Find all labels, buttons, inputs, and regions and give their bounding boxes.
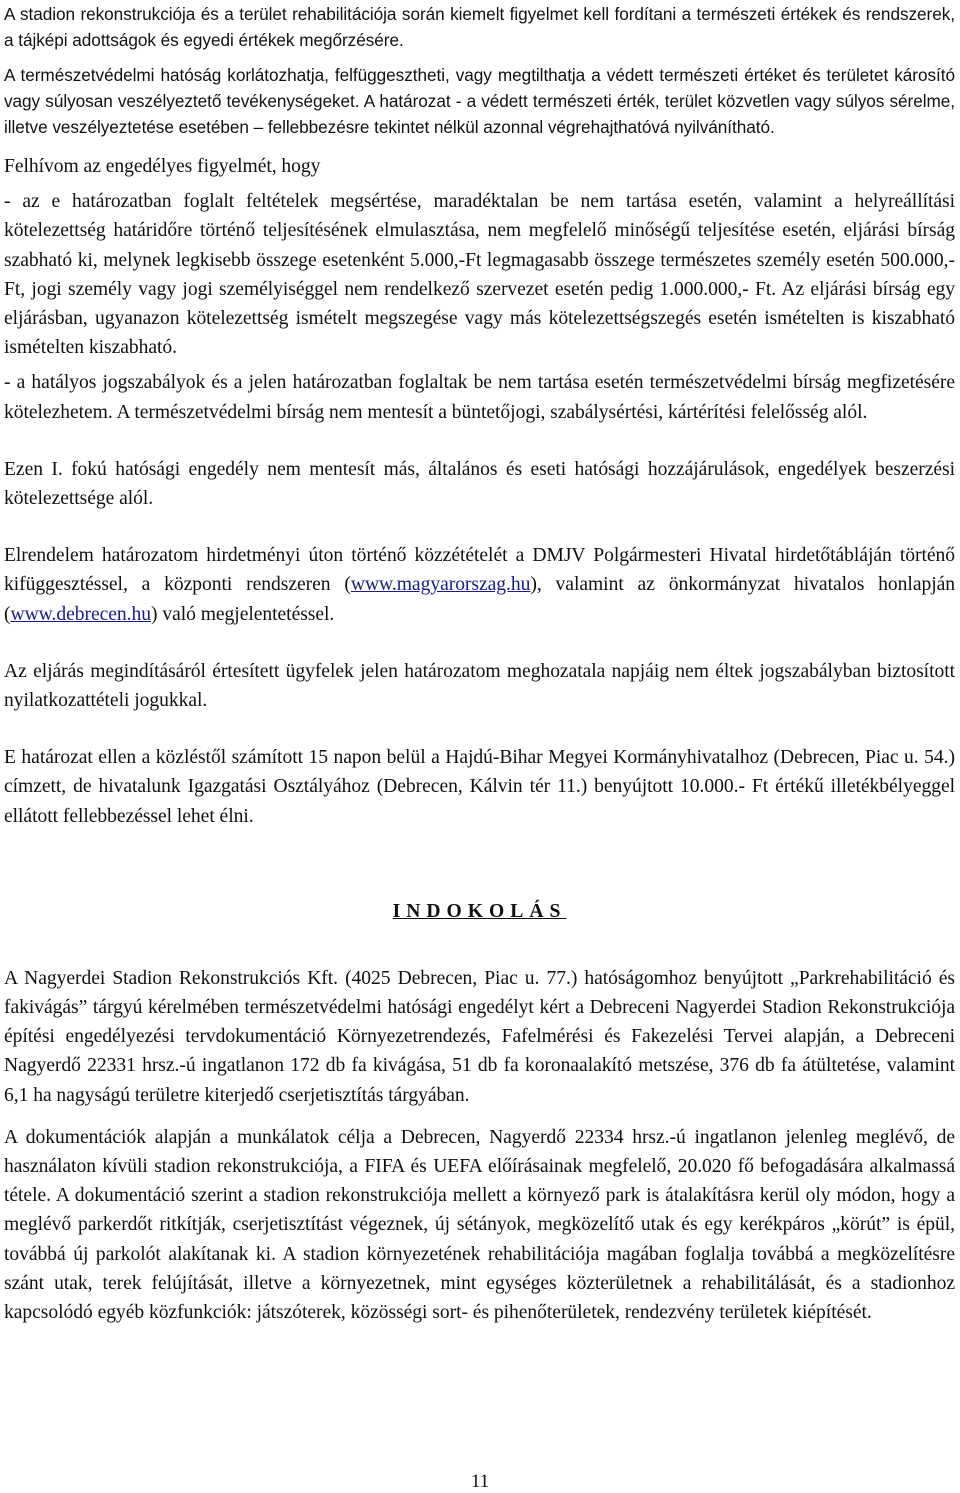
link-debrecen[interactable]: www.debrecen.hu [10, 603, 152, 625]
paragraph-publication [4, 541, 955, 629]
paragraph-appeal: E határozat ellen a közléstől számított 15 napon belül a Hajdú-Bihar Megyei Kormányhivatalhoz (Debrecen, Piac u. 54.) címzett, de hivatalunk Igazgatási Osztályához (Debrecen, Kálvin tér 11.) benyújtott 10.000.- Ft értékű illetékbélyeggel ellátott fellebbezéssel lehet élni. [4, 747, 955, 827]
link-magyarorszag[interactable]: www.magyarorszag.hu [350, 574, 531, 596]
paragraph-request: A Nagyerdei Stadion Rekonstrukciós Kft. (4025 Debrecen, Piac u. 77.) hatóságomhoz benyújtott „Parkrehabilitáció és fakivágás” tárgyú kérelmében természetvédelmi hatósági engedélyt kért a Debreceni Nagyerdei Stadion Rekonstrukciója építési engedélyezési tervdokumentáció Környezetrendezés, Fafelmérési és Fakezelési Tervei alapján, a Debreceni Nagyerdő 22331 hrsz.-ú ingatlanon 172 db fa kivágása, 51 db fa koronaalakító metszése, 376 db fa átültetése, valamint 6,1 ha nagyságú területre kiterjedő cserjetisztítás tárgyában. [4, 967, 955, 1106]
paragraph-authority-restriction [4, 62, 955, 140]
page-number: 11 [470, 1471, 490, 1492]
paragraph-permit-scope: Ezen I. fokú hatósági engedély nem mentesít más, általános és eseti hatósági hozzájárulások, engedélyek beszerzési kötelezettsége alól. [4, 458, 955, 510]
publication-text-after: ) való megjelentetéssel. [151, 603, 335, 625]
paragraph-documentation: A dokumentációk alapján a munkálatok célja a Debrecen, Nagyerdő 22334 hrsz.-ú ingatlanon jelenleg meglévő, de használaton kívüli stadion rekonstrukciója, a FIFA és UEFA előírásainak megfelelő, 20.020 fő befogadására alkalmassá tétele. A dokumentáció szerint a stadion rekonstrukciója mellett a környező park is átalakításra kerül oly módon, hogy a meglévő parkerdőt ritkítják, cserjetisztítást végeznek, új sétányok, megközelítő utak és egy kerékpáros „körút” is épül, továbbá új parkolót alakítanak ki. A stadion környezetének rehabilitációja magában foglalja továbbá a megközelítésre szánt utak, terek felújítását, illetve a környezetnek, mint egységes közterületnek a rehabilitálását, és a stadionhoz kapcsolódó egyéb közfunkciók: játszóterek, közösségi sort- és pihenőterületek, rendezvény területek kiépítését. [4, 1126, 955, 1324]
document-page [4, 0, 955, 1327]
paragraph-nature-fine: - a hatályos jogszabályok és a jelen határozatban foglaltak be nem tartása esetén természetvédelmi bírság megfizetésére kötelezhetem. A természetvédelmi bírság nem mentesít a büntetőjogi, szabálysértési, kártérítési felelősség alól. [4, 372, 955, 423]
paragraph-clients-notice: Az eljárás megindításáról értesített ügyfelek jelen határozatom meghozatala napjáig nem éltek jogszabályban biztosított nyilatkozattételi jogukkal. [4, 660, 955, 712]
paragraph-attention: Felhívom az engedélyes figyelmét, hogy [4, 156, 321, 177]
paragraph-procedural-fine: - az e határozatban foglalt feltételek megsértése, maradéktalan be nem tartása esetén, valamint a helyreállítási kötelezettség határidőre történő teljesítésének elmulasztása, nem megfelelő minőségű teljesítése esetén, eljárási bírság szabható ki, melynek legkisebb összege esetenként 5.000,-Ft legmagasabb összege természetes személy esetén 500.000,- Ft, jogi személy vagy jogi személyiséggel nem rendelkező szervezet esetén pedig 1.000.000,- Ft. Az eljárási bírság egy eljárásban, ugyanazon kötelezettség ismételt megszegése vagy más kötelezettségszegés esetén ismételten is kiszabható ismételten kiszabható. [4, 191, 955, 359]
immediate-enforcement-text: A határozat - a védett természeti érték, terület közvetlen vagy súlyos sérelme, illetve veszélyeztetése esetében – fellebbezésre tekintet nélkül azonnal végrehajthatóvá nyilvánítható. [4, 91, 955, 137]
publication-text-before: Elrendelem határozatom hirdetményi úton történő közzétételét a DMJV Polgármesteri Hivatal hirdetőtábláján történő kifüggesztéssel, a központi rendszeren ( [4, 545, 955, 596]
section-heading-indokolas: INDOKOLÁS [392, 900, 567, 922]
paragraph-nature-values: A stadion rekonstrukciója és a terület rehabilitációja során kiemelt figyelmet kell fordítani a természeti értékek és rendszerek, a tájképi adottságok és egyedi értékek megőrzésére. [4, 4, 955, 50]
publication-text-middle: ), valamint az önkormányzat hivatalos honlapján ( [4, 574, 955, 625]
authority-restriction-text: A természetvédelmi hatóság korlátozhatja, felfüggesztheti, vagy megtilthatja a védett természeti értéket és területet károsító vagy súlyosan veszélyeztető tevékenységeket. [4, 65, 955, 111]
